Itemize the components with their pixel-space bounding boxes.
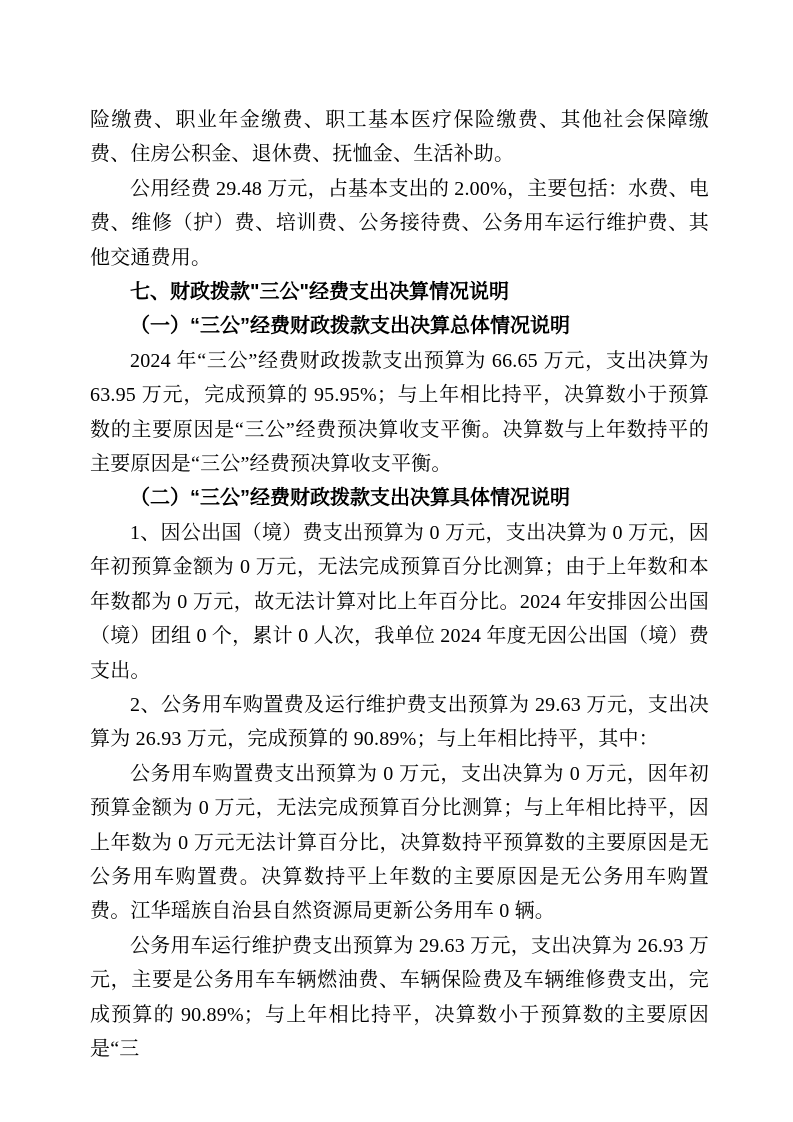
paragraph-vehicle-purchase: 公务用车购置费支出预算为 0 万元，支出决算为 0 万元，因年初预算金额为 0 万元，无法完成预算百分比测算；与上年相比持平，因上年数为 0 万元无法计算百分比，决算数持平预算数的主要原因是无公务用车购置费。决算数持平上年数的主要原因是无公务用车购置费。江华瑶族自治县自然资源局更新公务用车 0 辆。 — [90, 762, 709, 923]
subsection-heading-one: （一）“三公”经费财政拨款支出决算总体情况说明 — [130, 315, 570, 338]
section-heading-seven: 七、财政拨款"三公"经费支出决算情况说明 — [130, 281, 509, 304]
paragraph-vehicle-total: 2、公务用车购置费及运行维护费支出预算为 29.63 万元，支出决算为 26.93 万元，完成预算的 90.89%；与上年相比持平，其中： — [90, 693, 709, 751]
paragraph-social-insurance-continuation: 险缴费、职业年金缴费、职工基本医疗保险缴费、其他社会保障缴费、住房公积金、退休费、抚恤金、生活补助。 — [90, 109, 709, 166]
paragraph-overseas-trips: 1、因公出国（境）费支出预算为 0 万元，支出决算为 0 万元，因年初预算金额为 0 万元，无法完成预算百分比测算；由于上年数和本年数都为 0 万元，故无法计算对比上年百分比。2024 年安排因公出国（境）团组 0 个，累计 0 人次，我单位 2024 年度无因公出国（境）费支出。 — [90, 521, 709, 682]
paragraph-vehicle-maintenance: 公务用车运行维护费支出预算为 29.63 万元，支出决算为 26.93 万元，主要是公务用车车辆燃油费、车辆保险费及车辆维修费支出，完成预算的 90.89%；与上年相比持平，决算数小于预算数的主要原因是“三 — [90, 934, 709, 1060]
document-body — [90, 103, 709, 1066]
subsection-heading-two: （二）“三公”经费财政拨款支出决算具体情况说明 — [130, 487, 570, 510]
paragraph-public-funds: 公用经费 29.48 万元，占基本支出的 2.00%，主要包括：水费、电费、维修（护）费、培训费、公务接待费、公务用车运行维护费、其他交通费用。 — [90, 177, 709, 269]
paragraph-overall-three-public: 2024 年“三公”经费财政拨款支出预算为 66.65 万元，支出决算为 63.95 万元，完成预算的 95.95%；与上年相比持平，决算数小于预算数的主要原因是“三公”经费预决算收支平衡。决算数与上年数持平的主要原因是“三公”经费预决算收支平衡。 — [90, 349, 709, 476]
